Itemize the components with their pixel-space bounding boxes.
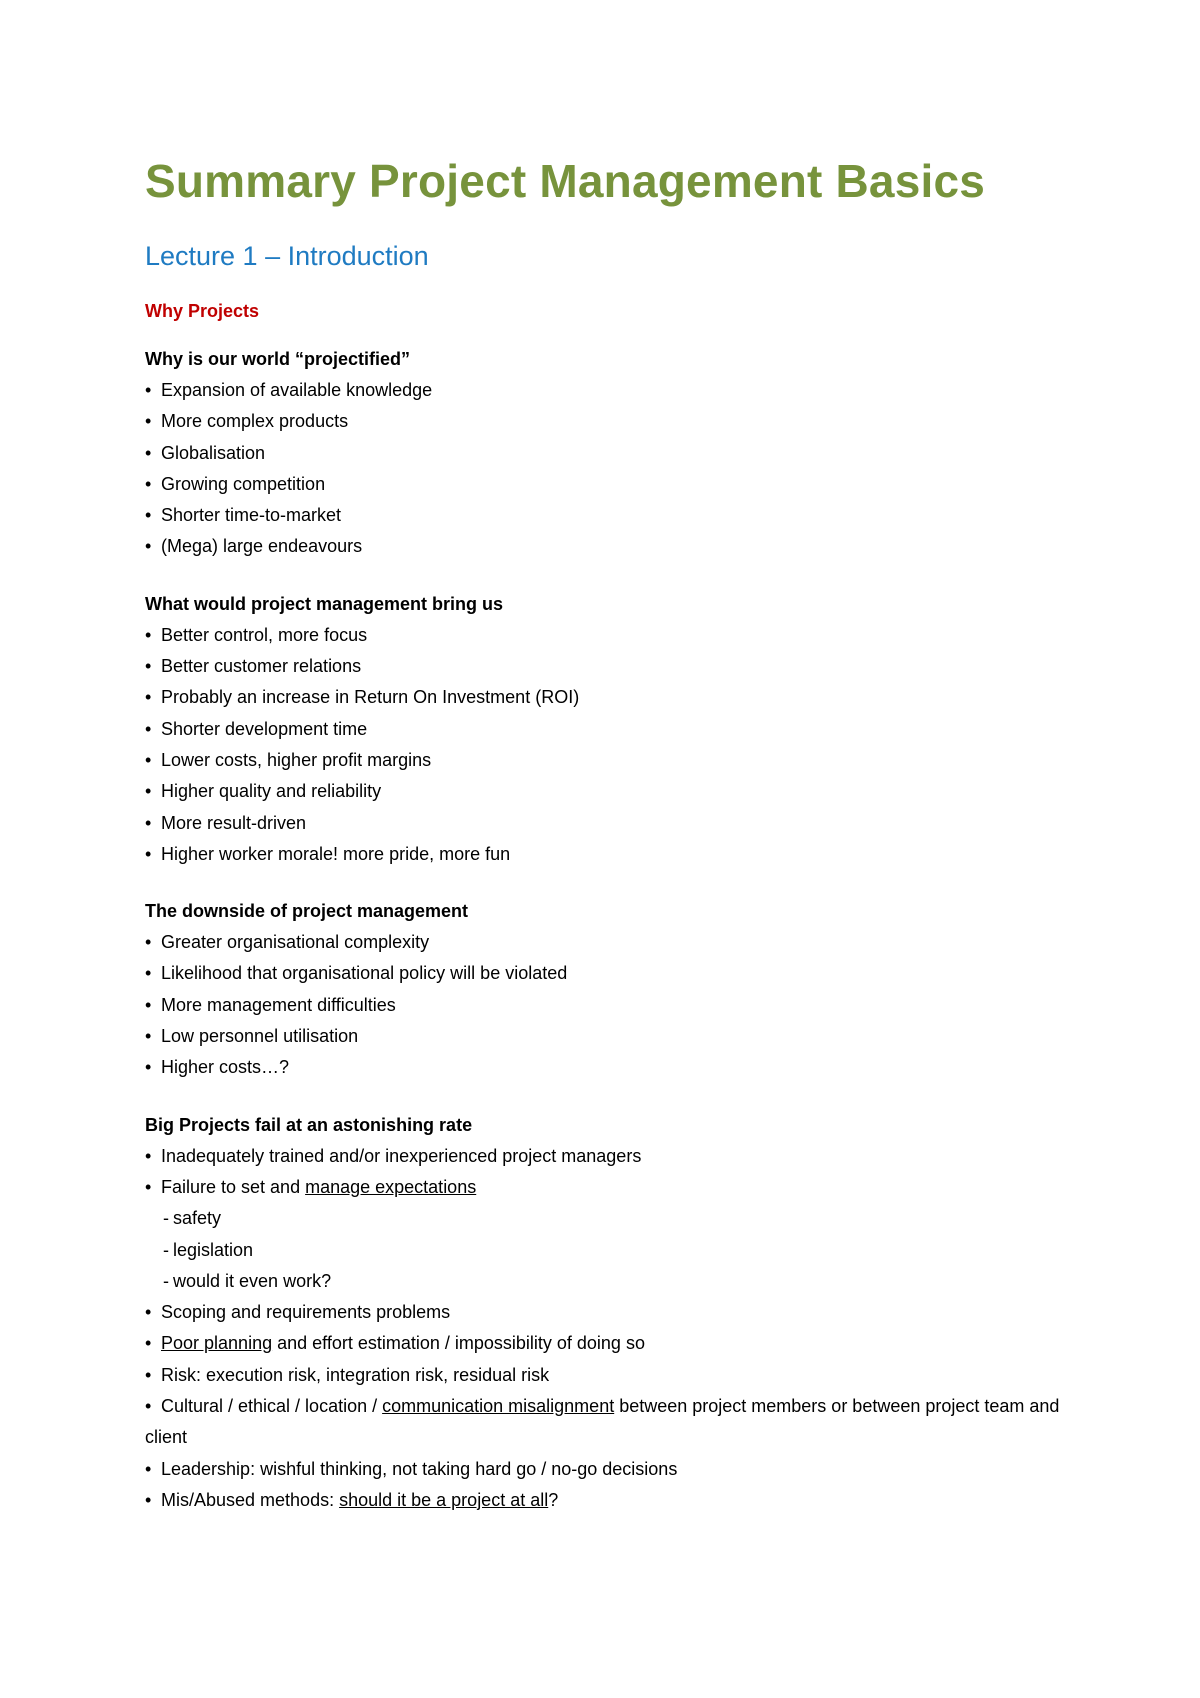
bullet-glyph: • bbox=[145, 1364, 152, 1385]
list-item-text: Scoping and requirements problems bbox=[161, 1302, 451, 1323]
list-item bbox=[145, 839, 1075, 870]
block-pm-downside bbox=[145, 896, 1075, 1083]
list-item-text: Shorter development time bbox=[161, 718, 368, 739]
block-heading: Big Projects fail at an astonishing rate bbox=[145, 1114, 473, 1135]
bullet-glyph: • bbox=[145, 812, 152, 833]
dash-glyph: - bbox=[163, 1239, 169, 1260]
list-item-text: and effort estimation / impossibility of doing so bbox=[272, 1333, 645, 1354]
block-heading: What would project management bring us bbox=[145, 593, 504, 614]
list-item bbox=[145, 1297, 1075, 1328]
block-heading: The downside of project management bbox=[145, 901, 469, 922]
bullet-glyph: • bbox=[145, 380, 152, 400]
bullet-glyph: • bbox=[145, 687, 152, 708]
list-item-text: Low personnel utilisation bbox=[161, 1026, 359, 1047]
bullet-glyph: • bbox=[145, 1458, 152, 1479]
list-item-text: Expansion of available knowledge bbox=[161, 380, 433, 400]
list-item-text: Risk: execution risk, integration risk, residual risk bbox=[161, 1364, 550, 1385]
list-item-text: Better customer relations bbox=[161, 656, 362, 677]
list-item-text: Greater organisational complexity bbox=[161, 932, 430, 953]
list-item-text: Better control, more focus bbox=[161, 624, 368, 645]
list-item bbox=[145, 1454, 1075, 1485]
list-item bbox=[145, 651, 1075, 682]
bullet-list bbox=[145, 375, 1075, 563]
bullet-glyph: • bbox=[145, 1333, 152, 1354]
block-projects-fail bbox=[145, 1110, 1075, 1517]
list-item-text: Lower costs, higher profit margins bbox=[161, 749, 432, 770]
list-item bbox=[145, 714, 1075, 745]
list-item-text: Probably an increase in Return On Investment (ROI) bbox=[161, 687, 580, 708]
list-item-text: Growing competition bbox=[161, 473, 326, 494]
list-item-text: Higher worker morale! more pride, more fun bbox=[161, 843, 511, 864]
list-item-text: More management difficulties bbox=[161, 994, 396, 1015]
list-item bbox=[145, 375, 1075, 406]
bullet-glyph: • bbox=[145, 656, 152, 677]
underlined-text: Poor planning bbox=[161, 1333, 273, 1354]
list-item-text: Higher quality and reliability bbox=[161, 781, 382, 802]
list-item bbox=[145, 808, 1075, 839]
sub-list-item-text: would it even work? bbox=[173, 1270, 332, 1291]
bullet-glyph: • bbox=[145, 1145, 152, 1166]
document-page bbox=[145, 150, 1075, 1516]
list-item-text: Inadequately trained and/or inexperienced project managers bbox=[161, 1145, 642, 1166]
list-item bbox=[145, 620, 1075, 651]
bullet-glyph: • bbox=[145, 1057, 152, 1078]
sub-list-item-text: legislation bbox=[173, 1239, 254, 1260]
bullet-glyph: • bbox=[145, 1396, 152, 1417]
underlined-text: manage expectations bbox=[305, 1176, 477, 1197]
sub-list-item bbox=[145, 1266, 1075, 1297]
list-item bbox=[145, 406, 1075, 437]
bullet-glyph: • bbox=[145, 505, 152, 526]
bullet-list bbox=[145, 620, 1075, 870]
list-item-text: Cultural / ethical / location / bbox=[161, 1396, 383, 1417]
bullet-glyph: • bbox=[145, 1489, 152, 1510]
list-item bbox=[145, 1391, 1075, 1454]
bullet-glyph: • bbox=[145, 749, 152, 770]
list-item bbox=[145, 531, 1075, 562]
list-item bbox=[145, 1328, 1075, 1359]
list-item bbox=[145, 1485, 1075, 1516]
list-item-text: Leadership: wishful thinking, not taking hard go / no-go decisions bbox=[161, 1458, 678, 1479]
list-item bbox=[145, 438, 1075, 469]
bullet-glyph: • bbox=[145, 411, 152, 432]
list-item-text: More complex products bbox=[161, 411, 349, 432]
block-heading: Why is our world “projectified” bbox=[145, 349, 411, 369]
list-item-text: ? bbox=[548, 1489, 559, 1510]
bullet-glyph: • bbox=[145, 624, 152, 645]
bullet-glyph: • bbox=[145, 781, 152, 802]
bullet-glyph: • bbox=[145, 442, 152, 463]
bullet-glyph: • bbox=[145, 994, 152, 1015]
bullet-glyph: • bbox=[145, 963, 152, 984]
list-item-text: Failure to set and bbox=[161, 1176, 306, 1197]
list-item-text: (Mega) large endeavours bbox=[161, 536, 363, 557]
list-item bbox=[145, 990, 1075, 1021]
block-pm-benefits bbox=[145, 589, 1075, 870]
document-title: Summary Project Management Basics bbox=[145, 155, 986, 207]
bullet-glyph: • bbox=[145, 1302, 152, 1323]
list-item-text: Shorter time-to-market bbox=[161, 505, 342, 526]
list-item bbox=[145, 1052, 1075, 1083]
section-heading: Why Projects bbox=[145, 301, 260, 321]
lecture-heading: Lecture 1 – Introduction bbox=[145, 241, 429, 271]
bullet-glyph: • bbox=[145, 1026, 152, 1047]
dash-glyph: - bbox=[163, 1208, 169, 1229]
list-item bbox=[145, 745, 1075, 776]
bullet-glyph: • bbox=[145, 932, 152, 953]
list-item bbox=[145, 1021, 1075, 1052]
block-projectified bbox=[145, 344, 1075, 563]
list-item bbox=[145, 682, 1075, 713]
sub-list-item-text: safety bbox=[173, 1208, 222, 1229]
list-item-text: Globalisation bbox=[161, 442, 266, 463]
list-item bbox=[145, 927, 1075, 958]
underlined-text: communication misalignment bbox=[382, 1396, 615, 1417]
list-item-text: Higher costs…? bbox=[161, 1057, 290, 1078]
bullet-list bbox=[145, 1141, 1075, 1517]
sub-list-item bbox=[145, 1235, 1075, 1266]
list-item bbox=[145, 500, 1075, 531]
list-item bbox=[145, 1141, 1075, 1172]
dash-glyph: - bbox=[163, 1270, 169, 1291]
bullet-glyph: • bbox=[145, 473, 152, 494]
list-item bbox=[145, 1360, 1075, 1391]
list-item-text: Mis/Abused methods: bbox=[161, 1489, 340, 1510]
list-item bbox=[145, 776, 1075, 807]
list-item bbox=[145, 1172, 1075, 1203]
list-item-text: between project members or between project team and client bbox=[145, 1396, 1060, 1448]
list-item-text: Likelihood that organisational policy will be violated bbox=[161, 963, 568, 984]
bullet-glyph: • bbox=[145, 843, 152, 864]
list-item bbox=[145, 469, 1075, 500]
sub-list-item bbox=[145, 1203, 1075, 1234]
bullet-list bbox=[145, 927, 1075, 1083]
bullet-glyph: • bbox=[145, 536, 152, 557]
underlined-text: should it be a project at all bbox=[339, 1489, 549, 1510]
bullet-glyph: • bbox=[145, 718, 152, 739]
list-item-text: More result-driven bbox=[161, 812, 307, 833]
bullet-glyph: • bbox=[145, 1176, 152, 1197]
list-item bbox=[145, 958, 1075, 989]
